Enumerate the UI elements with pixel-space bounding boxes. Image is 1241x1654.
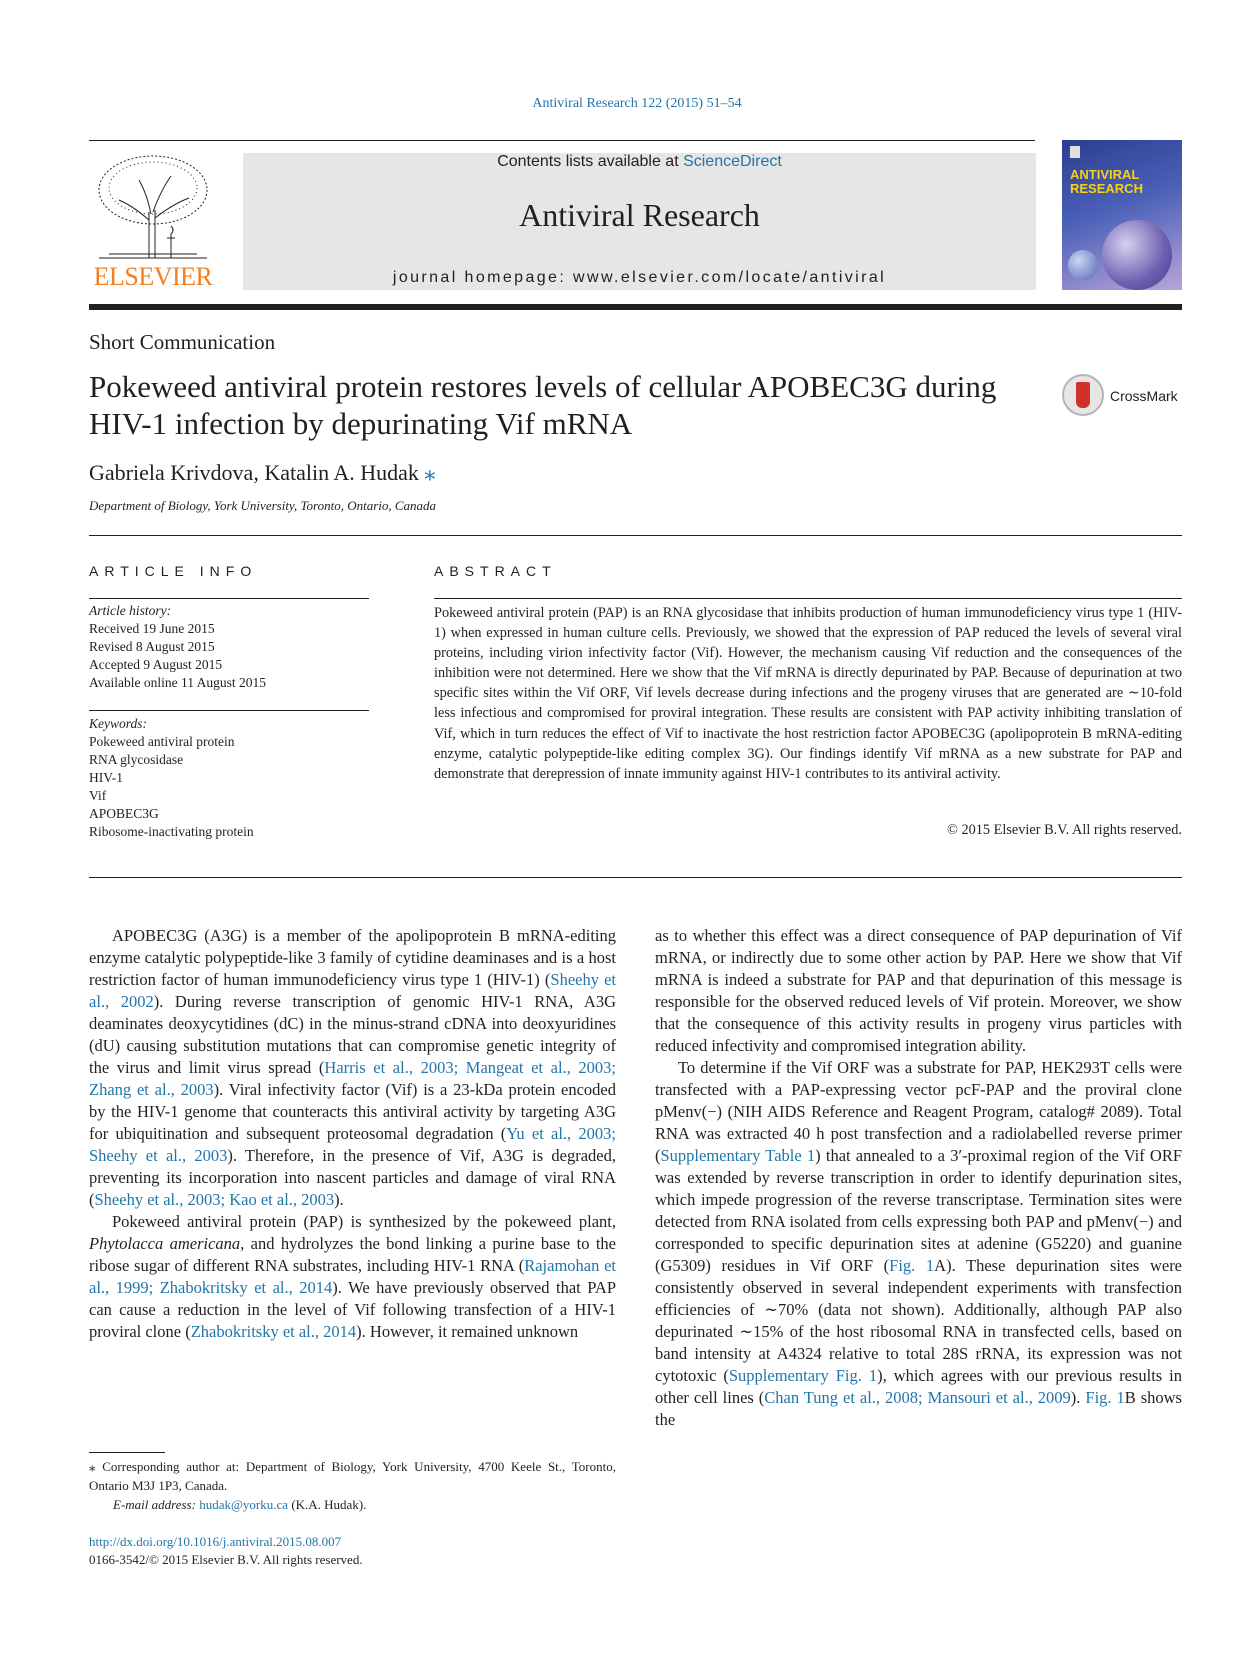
- body-text: ). Therefore, in the presence of Vif, A3G is degraded, preventing its incorporation into nascent particles and damage of viral RNA (: [89, 1146, 617, 1209]
- body-text: ), which agrees with our previous results in other cell lines (: [655, 1366, 1182, 1407]
- body-text: ).: [334, 1190, 344, 1209]
- body-text: To determine if the Vif ORF was a substrate for PAP, HEK293T cells were transfected with a PAP-expressing vector pcF-PAP and the proviral clone pMenv(−) (NIH AIDS Reference and Reagent Program, catalog# 2089). Total RNA was extracted 40 h post transfection and a radiolabelled reverse primer (: [655, 1058, 1182, 1165]
- crossmark-label: CrossMark: [1110, 388, 1178, 404]
- body-text: Pokeweed antiviral protein (PAP) is synthesized by the pokeweed plant,: [112, 1212, 616, 1231]
- abstract-text: Pokeweed antiviral protein (PAP) is an RNA glycosidase that inhibits production of human immunodeficiency virus type 1 (HIV-1) when expressed in human culture cells. Previously, we showed that the expression of PAP reduced the levels of several viral proteins, including virion infectivity factor (Vif). However, the mechanism causing Vif reduction and the consequences of the inhibition were not determined. Here we show that the Vif mRNA is directly depurinated by PAP. Because of depurination at two specific sites within the Vif ORF, Vif levels decrease during infections and the progeny viruses that are generated are ∼10-fold less infectious and compromised for proviral integration. These results are consistent with PAP activity inhibiting translation of Vif, which in turn reduces the effect of Vif to inactivate the host restriction factor APOBEC3G (apolipoprotein B mRNA-editing enzyme, catalytic polypeptide-like editing complex 3G). Our findings identify Vif mRNA as a new substrate for PAP and demonstrate that derepression of innate immunity against HIV-1 contributes to its antiviral activity.: [434, 605, 1182, 782]
- body-text: B shows the: [655, 1388, 1182, 1429]
- cover-title: ANTIVIRAL RESEARCH: [1070, 167, 1143, 196]
- header-thick-rule: [89, 304, 1182, 310]
- abstract-rule: [434, 598, 1182, 599]
- journal-cover[interactable]: [1062, 140, 1182, 290]
- citation-link[interactable]: Rajamohan et al., 1999; Zhabokritsky et al., 2014: [89, 1256, 616, 1297]
- footnote-line: [89, 1457, 616, 1495]
- keyword-item: Vif: [89, 788, 107, 803]
- homepage-link[interactable]: www.elsevier.com/locate/antiviral: [573, 269, 887, 286]
- body-rule: [89, 877, 1182, 878]
- journal-banner: [243, 153, 1036, 290]
- keyword-item: Pokeweed antiviral protein: [89, 734, 235, 749]
- body-text: ). We have previously observed that PAP can cause a reduction in the level of Vif following transfection of a HIV-1 proviral clone (: [89, 1278, 616, 1341]
- elsevier-logo[interactable]: [89, 150, 217, 292]
- keyword-item: APOBEC3G: [89, 806, 159, 821]
- crossmark-badge[interactable]: [1062, 374, 1192, 420]
- journal-citation[interactable]: Antiviral Research 122 (2015) 51–54: [532, 96, 742, 111]
- elsevier-tree-icon: [89, 150, 217, 262]
- journal-homepage: [243, 269, 1036, 287]
- email-label: E-mail address:: [113, 1497, 200, 1512]
- cover-publisher-mark: [1070, 146, 1080, 158]
- citation-link[interactable]: Sheehy et al., 2003; Kao et al., 2003: [94, 1190, 335, 1209]
- keywords-label: Keywords:: [89, 716, 147, 731]
- abstract-copyright: © 2015 Elsevier B.V. All rights reserved.: [947, 822, 1182, 838]
- body-column-left: [89, 925, 616, 1343]
- body-text: A). These depurination sites were consistently observed in several independent experiments with transfection efficiencies of ∼70% (data not shown). Additionally, although PAP also depurinated ∼15% of the host ribosomal RNA in transfected cells, based on band intensity at A4324 relative to total 28S rRNA, its expression was not cytotoxic (: [655, 1256, 1183, 1385]
- author-list: [89, 460, 435, 486]
- supplementary-link[interactable]: Supplementary Fig. 1: [728, 1366, 878, 1385]
- virus-illustration: [1102, 220, 1172, 290]
- elsevier-wordmark: ELSEVIER: [93, 262, 213, 291]
- article-type: Short Communication: [89, 330, 276, 354]
- author-names: Gabriela Krivdova, Katalin A. Hudak: [89, 460, 419, 485]
- body-text: ). During reverse transcription of genomic HIV-1 RNA, A3G deaminates deoxycytidines (dC) in the minus-strand cDNA into deoxyuridines (dU) causing substitution mutations that can compromise genetic integrity of the virus and limit virus spread (: [89, 992, 616, 1077]
- history-item: Revised 8 August 2015: [89, 639, 215, 654]
- body-text: ).: [1070, 1388, 1086, 1407]
- article-info-heading: ARTICLE INFO: [89, 563, 258, 579]
- abstract-heading: ABSTRACT: [434, 563, 557, 579]
- species-name: Phytolacca americana: [89, 1234, 241, 1253]
- body-text: ). Viral infectivity factor (Vif) is a 23-kDa protein encoded by the HIV-1 genome that counteracts this antiviral activity by targeting A3G for ubiquitination and subsequent proteosomal degradation (: [89, 1080, 616, 1143]
- doi-link[interactable]: http://dx.doi.org/10.1016/j.antiviral.2015.08.007: [89, 1534, 342, 1549]
- footnote-email-line: [89, 1495, 616, 1514]
- footnote-rule: [89, 1452, 165, 1453]
- journal-title: Antiviral Research: [519, 197, 760, 233]
- keyword-item: RNA glycosidase: [89, 752, 184, 767]
- figure-link[interactable]: Fig. 1: [1085, 1388, 1125, 1407]
- keywords-rule: [89, 710, 369, 711]
- body-paragraph: [89, 925, 616, 1211]
- article-history: [89, 602, 389, 692]
- body-paragraph: [655, 1057, 1182, 1431]
- citation-link[interactable]: Chan Tung et al., 2008; Mansouri et al., 2009: [764, 1388, 1071, 1407]
- citation-link[interactable]: Sheehy et al., 2002: [89, 970, 616, 1011]
- corresponding-author-mark[interactable]: ⁎: [424, 460, 436, 485]
- footnote-mark: ⁎: [89, 1459, 96, 1474]
- crossmark-icon: [1062, 374, 1104, 416]
- body-paragraph: [655, 925, 1182, 1057]
- affiliation: Department of Biology, York University, Toronto, Ontario, Canada: [89, 498, 437, 513]
- body-text: ) that annealed to a 3′-proximal region of the Vif ORF was extended by reverse transcription in order to identify depurination sites, which impede progression of the reverse transcriptase. Termination sites were detected from RNA isolated from cells expressing both PAP and pMenv(−) and corresponded to specific depurination sites at adenine (G5220) and guanine (G5309) residues in Vif ORF (: [655, 1146, 1182, 1275]
- footnote-text: Corresponding author at: Department of Biology, York University, 4700 Keele St., Toronto, Ontario M3J 1P3, Canada.: [89, 1459, 616, 1493]
- article-title: Pokeweed antiviral protein restores levels of cellular APOBEC3G during HIV-1 infection by depurinating Vif mRNA: [89, 369, 997, 441]
- body-column-right: [655, 925, 1182, 1431]
- body-text: as to whether this effect was a direct consequence of PAP depurination of Vif mRNA, or indirectly due to some other action by PAP. Here we show that Vif mRNA is indeed a substrate for PAP and that depurination of this message is responsible for the observed reduced levels of Vif protein. Moreover, we show that the consequence of this activity results in progeny virus particles with reduced infectivity and compromised integration ability.: [655, 926, 1182, 1055]
- contents-prefix: Contents lists available at: [497, 153, 684, 170]
- affiliation-rule: [89, 535, 1182, 536]
- header-top-rule: [89, 140, 1035, 141]
- sciencedirect-link[interactable]: ScienceDirect: [683, 153, 782, 170]
- figure-link[interactable]: Fig. 1: [889, 1256, 935, 1275]
- contents-line: [243, 153, 1036, 171]
- supplementary-link[interactable]: Supplementary Table 1: [660, 1146, 816, 1165]
- body-text: APOBEC3G (A3G) is a member of the apolipoprotein B mRNA-editing enzyme catalytic polypeptide-like 3 family of cytidine deaminases and is a host restriction factor of human immunodeficiency virus type 1 (HIV-1) (: [89, 926, 616, 989]
- history-label: Article history:: [89, 603, 172, 618]
- body-text: , and hydrolyzes the bond linking a purine base to the ribose sugar of different RNA substrates, including HIV-1 RNA (: [89, 1234, 616, 1275]
- citation-link[interactable]: Harris et al., 2003; Mangeat et al., 2003; Zhang et al., 2003: [89, 1058, 616, 1099]
- email-link[interactable]: hudak@yorku.ca: [199, 1497, 289, 1512]
- citation-link[interactable]: Yu et al., 2003; Sheehy et al., 2003: [89, 1124, 616, 1165]
- citation-link[interactable]: Zhabokritsky et al., 2014: [190, 1322, 357, 1341]
- corresponding-author-footnote: [89, 1457, 616, 1514]
- body-text: ). However, it remained unknown: [356, 1322, 579, 1341]
- history-item: Received 19 June 2015: [89, 621, 215, 636]
- history-item: Accepted 9 August 2015: [89, 657, 223, 672]
- keyword-item: Ribosome-inactivating protein: [89, 824, 254, 839]
- virus-illustration-small: [1068, 250, 1098, 280]
- article-info-rule: [89, 598, 369, 599]
- history-item: Available online 11 August 2015: [89, 675, 266, 690]
- keyword-item: HIV-1: [89, 770, 124, 785]
- issn-copyright: 0166-3542/© 2015 Elsevier B.V. All rights reserved.: [89, 1552, 363, 1567]
- email-suffix: (K.A. Hudak).: [288, 1497, 367, 1512]
- keywords: [89, 715, 389, 841]
- body-paragraph: [89, 1211, 616, 1343]
- homepage-prefix: journal homepage:: [392, 269, 574, 286]
